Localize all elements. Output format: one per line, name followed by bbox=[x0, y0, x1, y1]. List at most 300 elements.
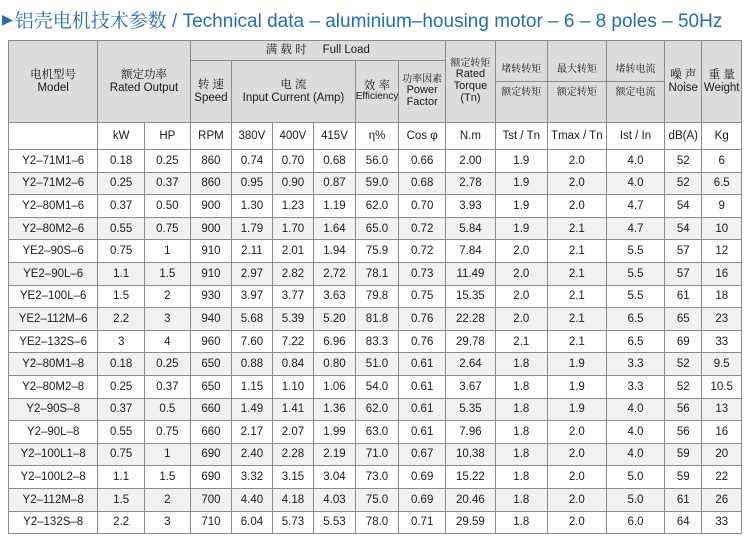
data-cell: 52 bbox=[665, 375, 702, 398]
data-cell: 2.01 bbox=[272, 240, 314, 263]
data-cell: 0.75 bbox=[145, 421, 191, 444]
data-cell: 0.55 bbox=[98, 217, 145, 240]
data-cell: 860 bbox=[190, 172, 232, 195]
data-cell: 6.96 bbox=[314, 330, 356, 353]
model-cell: Y2–90S–8 bbox=[9, 398, 98, 421]
data-cell: 3.04 bbox=[314, 466, 356, 489]
data-cell: 910 bbox=[190, 262, 232, 285]
data-cell: 2.0 bbox=[547, 466, 606, 489]
data-cell: 0.50 bbox=[145, 195, 191, 218]
model-cell: Y2–80M2–6 bbox=[9, 217, 98, 240]
data-cell: 2.0 bbox=[547, 511, 606, 534]
data-cell: 5.53 bbox=[314, 511, 356, 534]
data-cell: 62.0 bbox=[355, 195, 399, 218]
unit-cell: dB(A) bbox=[665, 123, 702, 150]
data-cell: 2.0 bbox=[547, 488, 606, 511]
unit-cell: RPM bbox=[190, 123, 232, 150]
data-cell: 1.8 bbox=[495, 443, 547, 466]
data-cell: 0.73 bbox=[399, 262, 446, 285]
data-cell: 690 bbox=[190, 443, 232, 466]
table-row bbox=[9, 375, 742, 398]
data-cell: 1.19 bbox=[314, 195, 356, 218]
data-cell: 0.75 bbox=[98, 240, 145, 263]
data-cell: 6.5 bbox=[606, 330, 664, 353]
data-cell: 910 bbox=[190, 240, 232, 263]
data-cell: 10 bbox=[702, 217, 742, 240]
data-cell: 0.95 bbox=[232, 172, 272, 195]
data-cell: 2.64 bbox=[446, 353, 496, 376]
data-cell: 1.8 bbox=[495, 511, 547, 534]
data-cell: 900 bbox=[190, 195, 232, 218]
data-cell: 0.5 bbox=[145, 398, 191, 421]
data-cell: 16 bbox=[702, 262, 742, 285]
data-cell: 9 bbox=[702, 195, 742, 218]
data-cell: 5.5 bbox=[606, 285, 664, 308]
data-cell: 56 bbox=[665, 421, 702, 444]
data-cell: 7.22 bbox=[272, 330, 314, 353]
data-cell: 65.0 bbox=[355, 217, 399, 240]
title-text: 铝壳电机技术参数 / Technical data – aluminium–housing motor – 6 – 8 poles – 50Hz bbox=[14, 10, 723, 32]
model-cell: YE2–100L–6 bbox=[9, 285, 98, 308]
data-cell: 0.68 bbox=[314, 150, 356, 173]
model-cell: Y2–80M1–6 bbox=[9, 195, 98, 218]
data-cell: 0.18 bbox=[98, 353, 145, 376]
table-row bbox=[9, 217, 742, 240]
data-cell: 1.8 bbox=[495, 488, 547, 511]
data-cell: 0.61 bbox=[399, 375, 446, 398]
data-cell: 5.0 bbox=[606, 466, 664, 489]
unit-cell: Ist / In bbox=[606, 123, 664, 150]
data-cell: 1.06 bbox=[314, 375, 356, 398]
data-cell: 1.1 bbox=[98, 466, 145, 489]
data-cell: 12 bbox=[702, 240, 742, 263]
model-cell: Y2–80M2–8 bbox=[9, 375, 98, 398]
data-cell: 5.73 bbox=[272, 511, 314, 534]
data-cell: 6.5 bbox=[606, 308, 664, 331]
data-cell: 3 bbox=[98, 330, 145, 353]
data-cell: 16 bbox=[702, 421, 742, 444]
data-cell: 1.10 bbox=[272, 375, 314, 398]
data-cell: 0.76 bbox=[399, 308, 446, 331]
data-cell: 3.3 bbox=[606, 353, 664, 376]
data-cell: 1.64 bbox=[314, 217, 356, 240]
page-title bbox=[2, 4, 722, 34]
data-cell: 56 bbox=[665, 398, 702, 421]
data-cell: 7.96 bbox=[446, 421, 496, 444]
data-cell: 62.0 bbox=[355, 398, 399, 421]
model-cell: Y2–71M2–6 bbox=[9, 172, 98, 195]
data-cell: 1.5 bbox=[145, 262, 191, 285]
data-cell: 1.9 bbox=[547, 353, 606, 376]
power-factor-header: 功率因素 Power Factor bbox=[399, 61, 446, 123]
data-cell: 2.1 bbox=[547, 217, 606, 240]
data-cell: 4.0 bbox=[606, 398, 664, 421]
data-cell: 0.37 bbox=[145, 172, 191, 195]
unit-cell: Cos φ bbox=[399, 123, 446, 150]
data-cell: 0.71 bbox=[399, 511, 446, 534]
data-cell: 2.2 bbox=[98, 511, 145, 534]
data-cell: 2 bbox=[145, 285, 191, 308]
data-cell: 2.11 bbox=[232, 240, 272, 263]
data-cell: 23 bbox=[702, 308, 742, 331]
data-cell: 7.84 bbox=[446, 240, 496, 263]
speed-header: 转 速 Speed bbox=[190, 61, 232, 123]
data-cell: 4.0 bbox=[606, 421, 664, 444]
data-cell: 1.30 bbox=[232, 195, 272, 218]
data-cell: 0.61 bbox=[399, 421, 446, 444]
table-row bbox=[9, 240, 742, 263]
data-cell: 3.67 bbox=[446, 375, 496, 398]
table-row bbox=[9, 308, 742, 331]
data-cell: 52 bbox=[665, 353, 702, 376]
data-cell: 10.38 bbox=[446, 443, 496, 466]
data-cell: 0.70 bbox=[399, 195, 446, 218]
data-cell: 54.0 bbox=[355, 375, 399, 398]
table-row bbox=[9, 195, 742, 218]
data-cell: 1.41 bbox=[272, 398, 314, 421]
data-cell: 1.9 bbox=[495, 172, 547, 195]
table-row bbox=[9, 511, 742, 534]
data-cell: 2.0 bbox=[495, 308, 547, 331]
model-cell: YE2–132S–6 bbox=[9, 330, 98, 353]
data-cell: 0.72 bbox=[399, 240, 446, 263]
data-cell: 11.49 bbox=[446, 262, 496, 285]
data-cell: 54 bbox=[665, 195, 702, 218]
data-cell: 4.18 bbox=[272, 488, 314, 511]
model-cell: YE2–112M–6 bbox=[9, 308, 98, 331]
data-cell: 5.0 bbox=[606, 488, 664, 511]
data-cell: 6.0 bbox=[606, 511, 664, 534]
data-cell: 0.74 bbox=[232, 150, 272, 173]
data-cell: 2.0 bbox=[495, 285, 547, 308]
rated-output-header: 额定功率 Rated Output bbox=[98, 41, 190, 123]
data-cell: 61 bbox=[665, 488, 702, 511]
data-cell: 1.8 bbox=[495, 398, 547, 421]
data-cell: 20 bbox=[702, 443, 742, 466]
data-cell: 860 bbox=[190, 150, 232, 173]
data-cell: 64 bbox=[665, 511, 702, 534]
data-cell: 5.84 bbox=[446, 217, 496, 240]
data-cell: 2.19 bbox=[314, 443, 356, 466]
data-cell: 52 bbox=[665, 150, 702, 173]
data-cell: 75.9 bbox=[355, 240, 399, 263]
data-cell: 5.20 bbox=[314, 308, 356, 331]
data-cell: 2.97 bbox=[232, 262, 272, 285]
data-cell: 0.75 bbox=[98, 443, 145, 466]
data-cell: 940 bbox=[190, 308, 232, 331]
unit-cell: Kg bbox=[702, 123, 742, 150]
data-cell: 710 bbox=[190, 511, 232, 534]
data-cell: 0.18 bbox=[98, 150, 145, 173]
data-cell: 2.0 bbox=[547, 195, 606, 218]
data-cell: 3.63 bbox=[314, 285, 356, 308]
data-cell: 1.9 bbox=[495, 217, 547, 240]
data-cell: 0.80 bbox=[314, 353, 356, 376]
data-cell: 2.78 bbox=[446, 172, 496, 195]
data-cell: 3 bbox=[145, 308, 191, 331]
data-cell: 4.0 bbox=[606, 150, 664, 173]
data-cell: 59 bbox=[665, 466, 702, 489]
data-cell: 7.60 bbox=[232, 330, 272, 353]
data-cell: 2.2 bbox=[98, 308, 145, 331]
data-cell: 0.25 bbox=[98, 375, 145, 398]
data-cell: 2.0 bbox=[495, 262, 547, 285]
table-row bbox=[9, 398, 742, 421]
data-cell: 1.94 bbox=[314, 240, 356, 263]
data-cell: 15.22 bbox=[446, 466, 496, 489]
data-cell: 6.04 bbox=[232, 511, 272, 534]
data-cell: 1.49 bbox=[232, 398, 272, 421]
data-cell: 0.75 bbox=[399, 285, 446, 308]
data-cell: 0.72 bbox=[399, 217, 446, 240]
data-cell: 81.8 bbox=[355, 308, 399, 331]
data-cell: 29.78 bbox=[446, 330, 496, 353]
data-cell: 1.8 bbox=[495, 421, 547, 444]
model-cell: Y2–71M1–6 bbox=[9, 150, 98, 173]
model-cell: Y2–80M1–8 bbox=[9, 353, 98, 376]
data-cell: 1.5 bbox=[98, 488, 145, 511]
data-cell: 4.0 bbox=[606, 443, 664, 466]
rated-torque-header: 额定转矩 Rated Torque (Tn) bbox=[446, 41, 496, 123]
triangle-bullet-icon: ▶ bbox=[2, 10, 13, 27]
data-cell: 0.37 bbox=[98, 398, 145, 421]
data-cell: 2.00 bbox=[446, 150, 496, 173]
data-cell: 2.1 bbox=[547, 240, 606, 263]
data-cell: 2.17 bbox=[232, 421, 272, 444]
data-cell: 2.1 bbox=[547, 308, 606, 331]
data-cell: 0.61 bbox=[399, 353, 446, 376]
data-cell: 3.97 bbox=[232, 285, 272, 308]
current-header: 电 流 Input Current (Amp) bbox=[232, 61, 356, 123]
table-row bbox=[9, 466, 742, 489]
data-cell: 3.3 bbox=[606, 375, 664, 398]
data-cell: 960 bbox=[190, 330, 232, 353]
locked-torque-header: 堵转转矩 额定转矩 bbox=[495, 41, 547, 123]
table-row bbox=[9, 330, 742, 353]
table-row bbox=[9, 488, 742, 511]
unit-cell: 400V bbox=[272, 123, 314, 150]
data-cell: 3 bbox=[145, 511, 191, 534]
data-cell: 54 bbox=[665, 217, 702, 240]
data-cell: 2.0 bbox=[547, 150, 606, 173]
max-torque-header: 最大转矩 额定转矩 bbox=[547, 41, 606, 123]
data-cell: 61 bbox=[665, 285, 702, 308]
data-cell: 4 bbox=[145, 330, 191, 353]
data-cell: 4.0 bbox=[606, 172, 664, 195]
model-cell: Y2–132S–8 bbox=[9, 511, 98, 534]
noise-header: 噪 声 Noise bbox=[665, 41, 702, 123]
data-cell: 0.25 bbox=[145, 150, 191, 173]
data-cell: 78.0 bbox=[355, 511, 399, 534]
data-cell: 4.40 bbox=[232, 488, 272, 511]
table-row bbox=[9, 150, 742, 173]
data-cell: 0.88 bbox=[232, 353, 272, 376]
model-cell: Y2–112M–8 bbox=[9, 488, 98, 511]
data-cell: 1.1 bbox=[98, 262, 145, 285]
data-cell: 0.69 bbox=[399, 488, 446, 511]
data-cell: 1.9 bbox=[547, 398, 606, 421]
data-cell: 73.0 bbox=[355, 466, 399, 489]
data-cell: 900 bbox=[190, 217, 232, 240]
data-cell: 52 bbox=[665, 172, 702, 195]
data-cell: 1.5 bbox=[145, 466, 191, 489]
table-row bbox=[9, 285, 742, 308]
data-cell: 69 bbox=[665, 330, 702, 353]
data-cell: 0.37 bbox=[145, 375, 191, 398]
model-cell: Y2–90L–8 bbox=[9, 421, 98, 444]
data-cell: 1.9 bbox=[547, 375, 606, 398]
unit-cell: HP bbox=[145, 123, 191, 150]
model-cell: YE2–90S–6 bbox=[9, 240, 98, 263]
data-cell: 690 bbox=[190, 466, 232, 489]
data-cell: 2.1 bbox=[547, 262, 606, 285]
data-cell: 57 bbox=[665, 240, 702, 263]
data-cell: 18 bbox=[702, 285, 742, 308]
data-cell: 56.0 bbox=[355, 150, 399, 173]
data-cell: 0.70 bbox=[272, 150, 314, 173]
data-cell: 33 bbox=[702, 511, 742, 534]
data-cell: 2.07 bbox=[272, 421, 314, 444]
data-cell: 13 bbox=[702, 398, 742, 421]
data-cell: 1.36 bbox=[314, 398, 356, 421]
data-cell: 33 bbox=[702, 330, 742, 353]
data-cell: 0.90 bbox=[272, 172, 314, 195]
data-cell: 2.0 bbox=[547, 443, 606, 466]
data-cell: 78.1 bbox=[355, 262, 399, 285]
data-cell: 1 bbox=[145, 240, 191, 263]
data-cell: 83.3 bbox=[355, 330, 399, 353]
data-cell: 2.40 bbox=[232, 443, 272, 466]
data-cell: 1.99 bbox=[314, 421, 356, 444]
data-cell: 0.55 bbox=[98, 421, 145, 444]
data-cell: 1.8 bbox=[495, 353, 547, 376]
data-cell: 700 bbox=[190, 488, 232, 511]
data-cell: 65 bbox=[665, 308, 702, 331]
data-cell: 0.37 bbox=[98, 195, 145, 218]
data-cell: 2.28 bbox=[272, 443, 314, 466]
data-cell: 2.1 bbox=[547, 285, 606, 308]
data-cell: 1.15 bbox=[232, 375, 272, 398]
unit-blank bbox=[9, 123, 98, 150]
data-cell: 5.68 bbox=[232, 308, 272, 331]
data-cell: 6.5 bbox=[702, 172, 742, 195]
data-cell: 0.25 bbox=[145, 353, 191, 376]
data-cell: 4.7 bbox=[606, 195, 664, 218]
data-cell: 2.1 bbox=[495, 330, 547, 353]
data-cell: 5.5 bbox=[606, 262, 664, 285]
technical-data-table bbox=[8, 40, 742, 534]
unit-cell: 415V bbox=[314, 123, 356, 150]
data-cell: 9.5 bbox=[702, 353, 742, 376]
data-cell: 10.5 bbox=[702, 375, 742, 398]
data-cell: 2 bbox=[145, 488, 191, 511]
data-cell: 4.7 bbox=[606, 217, 664, 240]
data-cell: 660 bbox=[190, 398, 232, 421]
data-cell: 2.82 bbox=[272, 262, 314, 285]
table-row bbox=[9, 353, 742, 376]
data-cell: 6 bbox=[702, 150, 742, 173]
data-cell: 22.28 bbox=[446, 308, 496, 331]
unit-cell: 380V bbox=[232, 123, 272, 150]
data-cell: 1.9 bbox=[495, 150, 547, 173]
data-cell: 63.0 bbox=[355, 421, 399, 444]
data-cell: 3.15 bbox=[272, 466, 314, 489]
full-load-header: 满 载 时 Full Load bbox=[190, 41, 445, 61]
data-cell: 3.93 bbox=[446, 195, 496, 218]
data-cell: 0.87 bbox=[314, 172, 356, 195]
model-cell: YE2–90L–6 bbox=[9, 262, 98, 285]
data-cell: 2.1 bbox=[547, 330, 606, 353]
data-cell: 5.5 bbox=[606, 240, 664, 263]
data-cell: 1.9 bbox=[495, 195, 547, 218]
data-cell: 0.75 bbox=[145, 217, 191, 240]
data-cell: 650 bbox=[190, 375, 232, 398]
data-cell: 0.61 bbox=[399, 398, 446, 421]
header-row-1 bbox=[9, 41, 742, 61]
data-cell: 1.70 bbox=[272, 217, 314, 240]
data-cell: 1.23 bbox=[272, 195, 314, 218]
data-cell: 2.0 bbox=[547, 172, 606, 195]
model-cell: Y2–100L1–8 bbox=[9, 443, 98, 466]
locked-current-header: 堵转电流 额定电流 bbox=[606, 41, 664, 123]
data-cell: 71.0 bbox=[355, 443, 399, 466]
data-cell: 57 bbox=[665, 262, 702, 285]
table-row bbox=[9, 172, 742, 195]
unit-cell: kW bbox=[98, 123, 145, 150]
data-cell: 22 bbox=[702, 466, 742, 489]
data-cell: 1.8 bbox=[495, 466, 547, 489]
data-cell: 15.35 bbox=[446, 285, 496, 308]
table-row bbox=[9, 262, 742, 285]
data-cell: 1.79 bbox=[232, 217, 272, 240]
data-cell: 59 bbox=[665, 443, 702, 466]
data-cell: 0.84 bbox=[272, 353, 314, 376]
table-row bbox=[9, 421, 742, 444]
model-header: 电机型号 Model bbox=[9, 41, 98, 123]
data-cell: 4.03 bbox=[314, 488, 356, 511]
data-cell: 20.46 bbox=[446, 488, 496, 511]
data-cell: 51.0 bbox=[355, 353, 399, 376]
data-cell: 660 bbox=[190, 421, 232, 444]
data-cell: 1 bbox=[145, 443, 191, 466]
data-cell: 0.66 bbox=[399, 150, 446, 173]
data-cell: 3.77 bbox=[272, 285, 314, 308]
data-cell: 1.8 bbox=[495, 375, 547, 398]
weight-header: 重 量 Weight bbox=[702, 41, 742, 123]
data-cell: 930 bbox=[190, 285, 232, 308]
data-cell: 1.5 bbox=[98, 285, 145, 308]
data-cell: 650 bbox=[190, 353, 232, 376]
unit-cell: η% bbox=[355, 123, 399, 150]
data-cell: 0.25 bbox=[98, 172, 145, 195]
data-cell: 2.0 bbox=[547, 421, 606, 444]
data-cell: 2.72 bbox=[314, 262, 356, 285]
unit-cell: N.m bbox=[446, 123, 496, 150]
unit-cell: Tst / Tn bbox=[495, 123, 547, 150]
unit-cell: Tmax / Tn bbox=[547, 123, 606, 150]
data-cell: 59.0 bbox=[355, 172, 399, 195]
efficiency-header: 效 率 Efficiency bbox=[355, 61, 399, 123]
model-cell: Y2–100L2–8 bbox=[9, 466, 98, 489]
data-cell: 79.8 bbox=[355, 285, 399, 308]
units-row bbox=[9, 123, 742, 150]
data-cell: 0.76 bbox=[399, 330, 446, 353]
data-cell: 2.0 bbox=[495, 240, 547, 263]
data-cell: 29.59 bbox=[446, 511, 496, 534]
data-cell: 0.67 bbox=[399, 443, 446, 466]
data-cell: 0.68 bbox=[399, 172, 446, 195]
data-cell: 26 bbox=[702, 488, 742, 511]
